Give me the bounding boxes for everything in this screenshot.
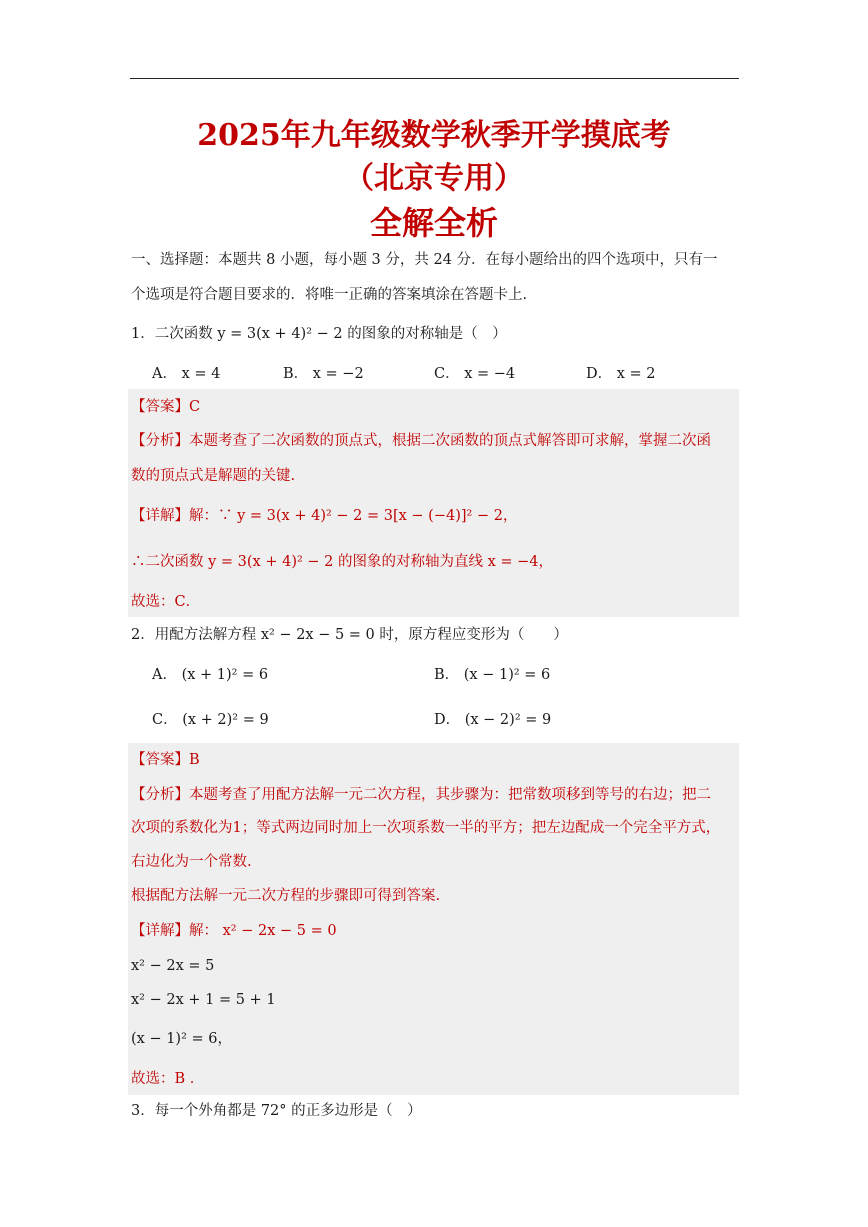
title-line-1: 2025年九年级数学秋季开学摸底考 (197, 118, 671, 153)
q1-option-c: C． x = −4 (434, 366, 516, 382)
q2-analysis-line-2: 次项的系数化为1；等式两边同时加上一次项系数一半的平方；把左边配成一个完全平方式， (131, 820, 721, 836)
q1-choose: 故选：C． (131, 594, 201, 610)
q2-choose: 故选：B ． (131, 1071, 205, 1087)
q2-option-c: C． (x + 2)² = 9 (152, 712, 269, 728)
q2-analysis-line-4: 根据配方法解一元二次方程的步骤即可得到答案. (131, 888, 441, 904)
header-rule (130, 78, 739, 79)
q2-step-2: x² − 2x + 1 = 5 + 1 (131, 992, 276, 1008)
q1-answer: 【答案】C (131, 399, 201, 415)
q2-detail-line-1 (131, 922, 337, 940)
section-intro-line-1: 一、选择题：本题共 8 小题，每小题 3 分，共 24 分．在每小题给出的四个选项中，只有一 (131, 252, 718, 268)
q2-stem: 2．用配方法解方程 x² − 2x − 5 = 0 时，原方程应变形为（ ） (131, 627, 568, 643)
q2-option-d: D． (x − 2)² = 9 (434, 712, 552, 728)
q1-analysis-line-1: 【分析】本题考查了二次函数的顶点式，根据二次函数的顶点式解答即可求解，掌握二次函 (131, 433, 711, 449)
q1-option-a: A． x = 4 (152, 366, 221, 382)
q1-stem: 1．二次函数 y = 3(x + 4)² − 2 的图象的对称轴是（ ） (131, 326, 507, 342)
q2-option-b: B． (x − 1)² = 6 (434, 667, 551, 683)
q2-answer: 【答案】B (131, 752, 200, 768)
q1-option-d: D． x = 2 (586, 366, 656, 382)
q1-detail-line-1: 【详解】解：∵ y = 3(x + 4)² − 2 = 3[x − (−4)]² − 2， (131, 508, 518, 524)
q2-analysis-line-3: 右边化为一个常数. (131, 854, 252, 870)
q3-stem: 3．每一个外角都是 72° 的正多边形是（ ） (131, 1103, 422, 1119)
title-line-2: （北京专用） (344, 161, 524, 196)
q2-analysis-line-1: 【分析】本题考查了用配方法解一元二次方程，其步骤为：把常数项移到等号的右边；把二 (131, 787, 711, 803)
q1-option-b: B． x = −2 (283, 366, 364, 382)
q2-step-1: x² − 2x = 5 (131, 958, 215, 974)
section-intro-line-2: 个选项是符合题目要求的．将唯一正确的答案填涂在答题卡上. (131, 287, 528, 303)
q2-step-3: (x − 1)² = 6， (131, 1031, 232, 1047)
title-line-3: 全解全析 (369, 204, 498, 242)
q2-option-a: A． (x + 1)² = 6 (152, 667, 269, 683)
q1-solution-panel (128, 389, 739, 617)
q1-detail-line-2: ∴二次函数 y = 3(x + 4)² − 2 的图象的对称轴为直线 x = −4， (131, 554, 554, 570)
q2-detail-text: 【详解】解： x² − 2x − 5 = 0 (131, 923, 337, 939)
q1-analysis-line-2: 数的顶点式是解题的关键. (131, 468, 296, 484)
